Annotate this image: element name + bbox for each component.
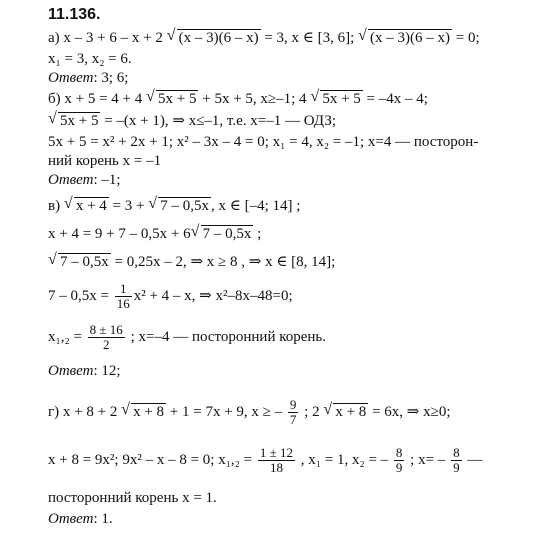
radical: √ 5x + 5 (49, 112, 100, 130)
part-b-line-4: ний корень x = –1 (48, 153, 162, 169)
part-g-line-1: г) x + 8 + 2 √ x + 8 + 1 = 7x + 9, x ≥ – $\frac{9}{7}$ ; 2 √ x + 8 = 6x, ⇒ x≥0; (48, 398, 544, 427)
part-b-answer: Ответ: –1; (48, 172, 121, 188)
part-b-line-1: б) x + 5 = 4 + 4 √ 5x + 5 + 5x + 5, x≥–1; 4 √ 5x + 5 = –4x – 4; (48, 90, 544, 108)
radical: √ (x – 3)(6 – x) (168, 29, 261, 47)
fraction: $\frac{8 \pm 16}{2}$ (89, 322, 123, 352)
problem-number: 11.136. (48, 6, 101, 23)
radical: √ x + 8 (122, 403, 166, 421)
part-g-line-3: посторонний корень x = 1. (48, 490, 217, 506)
part-b-line-3: 5x + 5 = x² + 2x + 1; x² – 3x – 4 = 0; x₁ = 4, x₂ = –1; x=4 — посторон- (48, 134, 479, 150)
part-v-line-4: 7 – 0,5x = $\frac{1}{16}$ x² + 4 – x, ⇒ x²–8x–48=0; (48, 281, 293, 311)
fraction: $\frac{1 \pm 12}{18}$ (259, 445, 294, 475)
part-g-line-2: x + 8 = 9x²; 9x² – x – 8 = 0; x₁,₂ = $\frac{1 \pm 12}{18}$ , x₁ = 1, x₂ = – $\frac{8}{9}$ ; x= – $\frac{8}{9}$ — (48, 445, 483, 475)
part-v-line-1: в) √ x + 4 = 3 + √ 7 – 0,5x , x ∈ [–4; 14] ; (48, 197, 544, 215)
part-v-line-5: x₁,₂ = $\frac{8 \pm 16}{2}$ ; x=–4 — посторонний корень. (48, 322, 327, 352)
radical: √ x + 4 (65, 197, 109, 215)
radical: √ 5x + 5 (147, 90, 198, 108)
part-g-answer: Ответ: 1. (48, 511, 113, 527)
radical: √ (x – 3)(6 – x) (359, 29, 452, 47)
fraction: $\frac{8}{9}$ (395, 445, 403, 475)
part-b-line-2: √ 5x + 5 = –(x + 1), ⇒ x≤–1, т.е. x=–1 — ОДЗ; (48, 112, 544, 130)
part-v-line-2: x + 4 = 9 + 7 – 0,5x + 6√ 7 – 0,5x ; (48, 225, 544, 243)
fraction: $\frac{1}{16}$ (116, 281, 130, 311)
part-v-line-3: √ 7 – 0,5x = 0,25x – 2, ⇒ x ≥ 8 , ⇒ x ∈ [8, 14]; (48, 253, 544, 271)
fraction: $\frac{8}{9}$ (453, 445, 460, 475)
part-a-line-2: x₁ = 3, x₂ = 6. (48, 51, 132, 67)
fraction: $\frac{9}{7}$ (289, 397, 297, 427)
radical: √ x + 8 (324, 403, 368, 421)
part-a-line-1: а) x – 3 + 6 – x + 2 √ (x – 3)(6 – x) = 3, x ∈ [3, 6]; √ (x – 3)(6 – x) = 0; (48, 29, 544, 47)
radical: √ 7 – 0,5x (192, 225, 254, 243)
radical: √ 7 – 0,5x (149, 197, 211, 215)
radical: √ 5x + 5 (311, 90, 362, 108)
part-v-answer: Ответ: 12; (48, 363, 121, 379)
radical: √ 7 – 0,5x (49, 253, 111, 271)
part-a-answer: Ответ: 3; 6; (48, 70, 129, 86)
